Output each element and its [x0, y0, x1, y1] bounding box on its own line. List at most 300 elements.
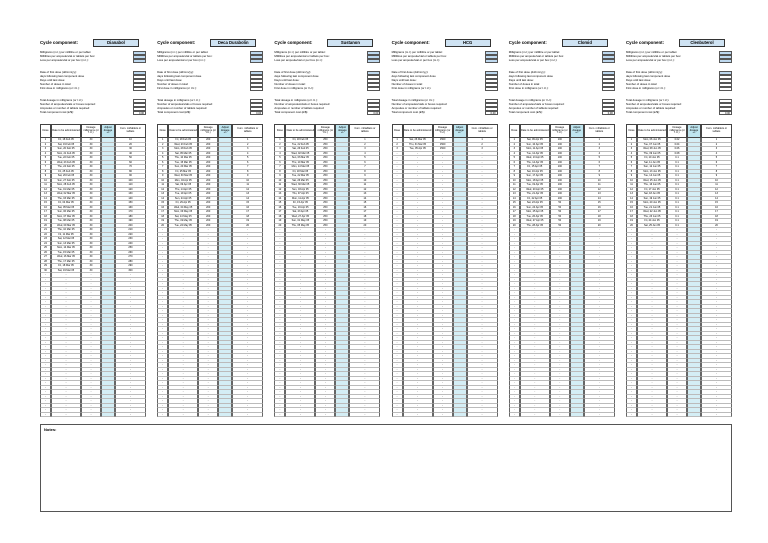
summary-label: Number of doses in total: — [274, 82, 306, 86]
table-cell: Mon, 06 Jun 05 — [637, 138, 667, 143]
adjust-dosage-cell[interactable] — [101, 413, 115, 418]
table-cell: 100 — [550, 197, 570, 202]
table-cell: - — [198, 305, 218, 310]
table-cell: - — [349, 372, 380, 377]
table-cell: - — [349, 246, 380, 251]
table-cell: - — [701, 336, 732, 341]
table-cell: Sun, 24 Apr 05 — [168, 197, 198, 202]
table-cell: - — [157, 228, 168, 233]
table-cell: - — [274, 395, 285, 400]
summary-value-field[interactable]: 0.00 — [602, 111, 615, 115]
table-cell: - — [467, 363, 498, 368]
table-cell: - — [198, 255, 218, 260]
table-cell: Thu, 07 Apr 05 — [285, 192, 315, 197]
table-cell: 200 — [198, 143, 218, 148]
dose-table-header — [509, 124, 615, 138]
table-cell: 13 — [40, 192, 51, 197]
table-cell: - — [349, 264, 380, 269]
table-cell: 30 — [81, 170, 101, 175]
summary-label: Number of doses in total: — [626, 82, 658, 86]
table-cell: 16 — [626, 206, 637, 211]
table-cell: 100 — [550, 161, 570, 166]
table-cell: 6 — [232, 161, 263, 166]
table-cell: - — [115, 372, 146, 377]
table-cell: - — [81, 318, 101, 323]
table-cell: Thu, 09 Jun 05 — [637, 152, 667, 157]
table-cell: - — [626, 354, 637, 359]
header-dose: Dose — [40, 124, 51, 138]
table-cell: - — [349, 386, 380, 391]
table-cell: - — [349, 237, 380, 242]
table-cell: 50 — [550, 206, 570, 211]
cycle-component-name[interactable]: HCG — [445, 39, 491, 47]
table-cell: - — [520, 372, 550, 377]
table-cell: - — [274, 372, 285, 377]
table-cell: - — [157, 251, 168, 256]
table-cell: - — [701, 278, 732, 283]
table-cell: - — [509, 363, 520, 368]
cycle-panel — [392, 34, 498, 428]
table-cell: - — [115, 323, 146, 328]
table-cell: 0.1 — [667, 183, 687, 188]
table-cell: Tue, 22 Feb 05 — [285, 143, 315, 148]
table-cell: - — [637, 368, 667, 373]
table-cell: - — [51, 278, 81, 283]
table-cell: - — [115, 336, 146, 341]
summary-value-field[interactable] — [602, 87, 615, 91]
cycle-component-name[interactable]: Dianabol — [93, 39, 139, 47]
header-adjust: Adjust dosage +/- — [101, 124, 115, 138]
table-cell: - — [392, 390, 403, 395]
table-cell: Thu, 19 May 05 — [168, 219, 198, 224]
table-cell: - — [392, 192, 403, 197]
table-cell: 0.1 — [667, 170, 687, 175]
table-cell: 10 — [626, 179, 637, 184]
table-cell: - — [392, 242, 403, 247]
table-cell: 20 — [349, 224, 380, 229]
adjust-dosage-cell[interactable] — [570, 413, 584, 418]
table-cell: - — [626, 255, 637, 260]
table-cell: - — [232, 309, 263, 314]
table-cell: - — [157, 323, 168, 328]
table-cell: - — [433, 377, 453, 382]
table-row — [157, 413, 263, 418]
table-cell: Sun, 24 Apr 05 — [520, 206, 550, 211]
summary-label: Ampoules or number of tablets required: — [508, 106, 559, 110]
table-cell: - — [40, 314, 51, 319]
table-cell: 17 — [232, 210, 263, 215]
table-cell: - — [433, 363, 453, 368]
table-cell: - — [584, 368, 615, 373]
summary-label: Loss per ampoule/vial or per box (m.l.): — [508, 58, 558, 62]
table-cell: 150 — [115, 201, 146, 206]
summary-value-field[interactable] — [250, 59, 263, 63]
table-cell: 2 — [509, 143, 520, 148]
table-cell: 9 — [232, 174, 263, 179]
table-cell: - — [584, 264, 615, 269]
cycle-panel — [626, 34, 732, 428]
table-cell: 10 — [274, 179, 285, 184]
table-cell: Tue, 15 Mar 05 — [168, 161, 198, 166]
table-cell: Wed, 23 Feb 05 — [51, 161, 81, 166]
table-cell: 30 — [81, 188, 101, 193]
table-cell: - — [403, 323, 433, 328]
table-cell: 10 — [40, 179, 51, 184]
cycle-component-name[interactable]: Sustanon — [327, 39, 373, 47]
table-cell: - — [467, 381, 498, 386]
table-cell: - — [81, 314, 101, 319]
table-cell: - — [198, 399, 218, 404]
table-cell: - — [637, 341, 667, 346]
table-cell: - — [433, 327, 453, 332]
table-cell: - — [403, 206, 433, 211]
table-cell: 250 — [315, 174, 335, 179]
summary-row — [157, 59, 263, 63]
table-cell: - — [626, 296, 637, 301]
table-cell: - — [520, 341, 550, 346]
table-cell: - — [433, 341, 453, 346]
adjust-dosage-cell[interactable] — [335, 413, 349, 418]
table-cell: - — [285, 300, 315, 305]
summary-row — [509, 59, 615, 63]
table-cell: - — [520, 368, 550, 373]
table-cell: 12 — [509, 188, 520, 193]
table-cell: - — [403, 363, 433, 368]
table-cell: - — [403, 336, 433, 341]
summary-value-field[interactable] — [485, 59, 498, 63]
summary-value-field[interactable]: 0.00 — [133, 111, 146, 115]
table-cell: Sun, 27 Feb 05 — [51, 179, 81, 184]
table-cell: - — [198, 260, 218, 265]
table-cell: - — [349, 332, 380, 337]
table-cell: 18 — [232, 215, 263, 220]
table-cell: 6 — [349, 161, 380, 166]
table-cell: - — [433, 296, 453, 301]
table-cell: 9 — [626, 174, 637, 179]
summary-value-field[interactable] — [367, 59, 380, 63]
summary-label: Number of doses in total: — [508, 82, 540, 86]
table-cell: - — [40, 404, 51, 409]
table-cell: 9 — [157, 174, 168, 179]
table-cell: 30 — [81, 165, 101, 170]
table-cell: - — [520, 359, 550, 364]
table-cell: - — [232, 260, 263, 265]
table-cell: 100 — [550, 156, 570, 161]
table-cell: - — [550, 309, 570, 314]
table-cell: 200 — [198, 152, 218, 157]
table-cell: - — [467, 224, 498, 229]
table-cell: - — [550, 264, 570, 269]
summary-label: Loss per ampoule/vial or per box (m.l.): — [274, 58, 323, 62]
table-cell: - — [349, 359, 380, 364]
summary-label: Millilitres per ampoule/vial or tablets per box: — [157, 54, 213, 58]
table-cell: 7 — [584, 165, 615, 170]
summary-value-field[interactable] — [133, 59, 146, 63]
summary-label: Total component cost (£/$): — [40, 110, 74, 114]
table-cell: - — [81, 305, 101, 310]
table-cell: 13 — [701, 192, 732, 197]
table-cell: - — [467, 170, 498, 175]
header-dose: Dose — [274, 124, 285, 138]
cycle-component-label: Cycle component: — [40, 40, 79, 45]
cycle-component-label: Cycle component: — [626, 40, 665, 45]
table-cell: 19 — [232, 219, 263, 224]
table-cell: 30 — [81, 192, 101, 197]
table-cell: - — [667, 309, 687, 314]
table-cell: - — [467, 260, 498, 265]
table-cell: 30 — [40, 269, 51, 274]
adjust-dosage-cell[interactable] — [453, 413, 467, 418]
table-cell: 19 — [40, 219, 51, 224]
table-cell: Wed, 02 Mar 05 — [285, 152, 315, 157]
table-cell: 170 — [115, 210, 146, 215]
table-cell: - — [198, 309, 218, 314]
table-cell: - — [550, 255, 570, 260]
table-cell: 2 — [274, 143, 285, 148]
table-cell: - — [626, 318, 637, 323]
table-cell: 11 — [509, 183, 520, 188]
table-cell: - — [232, 386, 263, 391]
table-cell: - — [232, 282, 263, 287]
summary-value-field[interactable] — [719, 87, 732, 91]
summary-row — [509, 111, 615, 115]
cycle-component-name[interactable]: Clenbuterol — [679, 39, 725, 47]
table-cell: - — [315, 246, 335, 251]
table-cell: 12 — [701, 188, 732, 193]
table-cell: - — [274, 318, 285, 323]
table-cell: 27 — [40, 255, 51, 260]
table-cell: - — [157, 395, 168, 400]
summary-row — [40, 59, 146, 63]
table-cell: - — [232, 399, 263, 404]
table-cell: 17 — [626, 210, 637, 215]
table-cell: - — [637, 314, 667, 319]
summary-value-field[interactable] — [367, 87, 380, 91]
table-cell: Thu, 05 May 05 — [285, 224, 315, 229]
table-cell: - — [550, 296, 570, 301]
table-cell: - — [467, 210, 498, 215]
table-cell: - — [520, 260, 550, 265]
summary-label: Ampoules or number of tablets required: — [157, 106, 208, 110]
table-cell: - — [285, 368, 315, 373]
table-cell: 12 — [157, 188, 168, 193]
table-cell: Wed, 23 Feb 05 — [168, 143, 198, 148]
table-cell: - — [392, 152, 403, 157]
table-cell: - — [81, 300, 101, 305]
table-cell: - — [550, 363, 570, 368]
table-cell: - — [667, 332, 687, 337]
table-cell: - — [667, 336, 687, 341]
table-cell: - — [403, 215, 433, 220]
table-cell: - — [520, 278, 550, 283]
header-dosage: Dosage milligrams (or I.U.) — [433, 124, 453, 138]
table-cell: 280 — [115, 260, 146, 265]
cycle-panel — [40, 34, 146, 428]
table-cell: - — [349, 399, 380, 404]
table-cell: - — [637, 251, 667, 256]
table-cell: - — [168, 345, 198, 350]
adjust-dosage-cell[interactable] — [218, 413, 232, 418]
table-cell: Mon, 20 Jun 05 — [637, 201, 667, 206]
summary-value-field[interactable] — [719, 59, 732, 63]
table-cell: - — [509, 381, 520, 386]
table-cell: 5 — [626, 156, 637, 161]
table-cell: 3 — [392, 147, 403, 152]
table-cell: - — [157, 237, 168, 242]
table-cell: - — [392, 246, 403, 251]
summary-label: Ampoules or number of tablets required: — [40, 106, 90, 110]
summary-value-field[interactable] — [602, 59, 615, 63]
table-cell: - — [232, 228, 263, 233]
table-cell: 18 — [157, 215, 168, 220]
summary-label: Millilitres per ampoule/vial or tablets per box: — [391, 54, 447, 58]
table-cell: Sun, 20 Mar 05 — [168, 165, 198, 170]
table-cell: - — [168, 296, 198, 301]
table-cell: - — [168, 327, 198, 332]
cycle-component-label: Cycle component: — [508, 40, 547, 45]
table-cell: - — [403, 197, 433, 202]
table-cell: 10 — [701, 179, 732, 184]
table-cell: - — [433, 183, 453, 188]
table-cell: 250 — [115, 246, 146, 251]
table-cell: 30 — [81, 161, 101, 166]
table-cell: - — [626, 314, 637, 319]
table-cell: - — [81, 309, 101, 314]
summary-label: days following last component dose — [391, 74, 436, 78]
table-cell: - — [198, 314, 218, 319]
table-cell: - — [467, 251, 498, 256]
table-cell: - — [315, 255, 335, 260]
table-cell: - — [403, 170, 433, 175]
table-cell: - — [274, 314, 285, 319]
table-cell: 5 — [232, 156, 263, 161]
table-cell: 14 — [349, 197, 380, 202]
table-cell: 18 — [349, 215, 380, 220]
table-cell: - — [403, 318, 433, 323]
table-cell: Wed, 30 Mar 05 — [285, 183, 315, 188]
table-cell: - — [349, 309, 380, 314]
table-cell: 250 — [315, 147, 335, 152]
table-cell: - — [157, 318, 168, 323]
table-cell: - — [274, 246, 285, 251]
table-cell: - — [40, 323, 51, 328]
table-cell: - — [315, 296, 335, 301]
summary-label: Days until last dose: — [626, 78, 652, 82]
adjust-dosage-cell[interactable] — [687, 413, 701, 418]
summary-value-field[interactable]: 0.00 — [250, 111, 263, 115]
table-cell: 6 — [701, 161, 732, 166]
table-cell: - — [392, 215, 403, 220]
table-cell: - — [392, 327, 403, 332]
table-cell: - — [701, 377, 732, 382]
table-cell: 2 — [392, 143, 403, 148]
table-cell: 1 — [467, 138, 498, 143]
panel-title — [626, 40, 732, 46]
table-cell: 220 — [115, 233, 146, 238]
summary-value-field[interactable] — [133, 87, 146, 91]
table-cell: - — [550, 327, 570, 332]
table-cell: - — [349, 278, 380, 283]
summary-value-field[interactable] — [250, 87, 263, 91]
summary-value-field[interactable]: 0.00 — [367, 111, 380, 115]
table-cell: - — [667, 413, 687, 418]
table-cell: - — [403, 354, 433, 359]
table-cell: 200 — [198, 183, 218, 188]
cycle-component-name[interactable]: Clomid — [562, 39, 608, 47]
table-cell: 7 — [157, 165, 168, 170]
table-cell: - — [509, 314, 520, 319]
notes-box[interactable] — [40, 424, 732, 512]
table-cell: - — [349, 291, 380, 296]
table-cell: - — [40, 390, 51, 395]
table-cell: 4 — [274, 152, 285, 157]
table-cell: Sun, 10 Apr 05 — [520, 143, 550, 148]
table-cell: - — [157, 408, 168, 413]
table-cell: - — [81, 327, 101, 332]
table-cell: 18 — [509, 215, 520, 220]
table-cell: - — [403, 233, 433, 238]
table-cell: - — [433, 269, 453, 274]
table-cell: - — [637, 300, 667, 305]
summary-value-field[interactable] — [485, 87, 498, 91]
table-cell: - — [403, 314, 433, 319]
table-cell: - — [433, 156, 453, 161]
cycle-component-name[interactable]: Deca Durabolin — [210, 39, 256, 47]
table-cell: - — [40, 399, 51, 404]
table-cell: - — [467, 368, 498, 373]
table-cell: - — [667, 269, 687, 274]
table-cell: - — [520, 228, 550, 233]
table-cell: 1500 — [433, 147, 453, 152]
table-cell: - — [403, 179, 433, 184]
summary-value-field[interactable]: 0.00 — [719, 111, 732, 115]
table-cell: - — [667, 377, 687, 382]
table-cell: - — [274, 359, 285, 364]
table-cell: - — [467, 237, 498, 242]
table-cell: 15 — [274, 201, 285, 206]
table-cell: - — [392, 413, 403, 418]
table-cell: Wed, 08 Jun 05 — [637, 147, 667, 152]
table-cell: 5 — [701, 156, 732, 161]
table-cell: - — [349, 323, 380, 328]
table-cell: - — [168, 341, 198, 346]
table-cell: 30 — [81, 210, 101, 215]
table-cell: - — [637, 287, 667, 292]
table-cell: - — [701, 264, 732, 269]
table-cell: 100 — [550, 183, 570, 188]
table-cell: - — [509, 323, 520, 328]
table-cell: Fri, 17 Jun 05 — [637, 188, 667, 193]
summary-value-field[interactable]: 0.00 — [485, 111, 498, 115]
table-cell: - — [509, 237, 520, 242]
table-cell: - — [550, 390, 570, 395]
table-cell: Sun, 19 Jun 05 — [637, 197, 667, 202]
table-cell: Fri, 25 Feb 05 — [51, 170, 81, 175]
table-cell: - — [40, 372, 51, 377]
table-cell: 1500 — [433, 138, 453, 143]
table-cell: - — [584, 237, 615, 242]
summary-label: Number of doses in total: — [391, 82, 423, 86]
table-cell: - — [701, 260, 732, 265]
table-cell: Tue, 14 Jun 05 — [637, 174, 667, 179]
table-cell: - — [115, 413, 146, 418]
table-cell: - — [274, 278, 285, 283]
table-cell: 200 — [198, 138, 218, 143]
table-cell: - — [433, 309, 453, 314]
table-cell: - — [168, 363, 198, 368]
table-cell: 30 — [81, 197, 101, 202]
table-cell: 15 — [157, 201, 168, 206]
